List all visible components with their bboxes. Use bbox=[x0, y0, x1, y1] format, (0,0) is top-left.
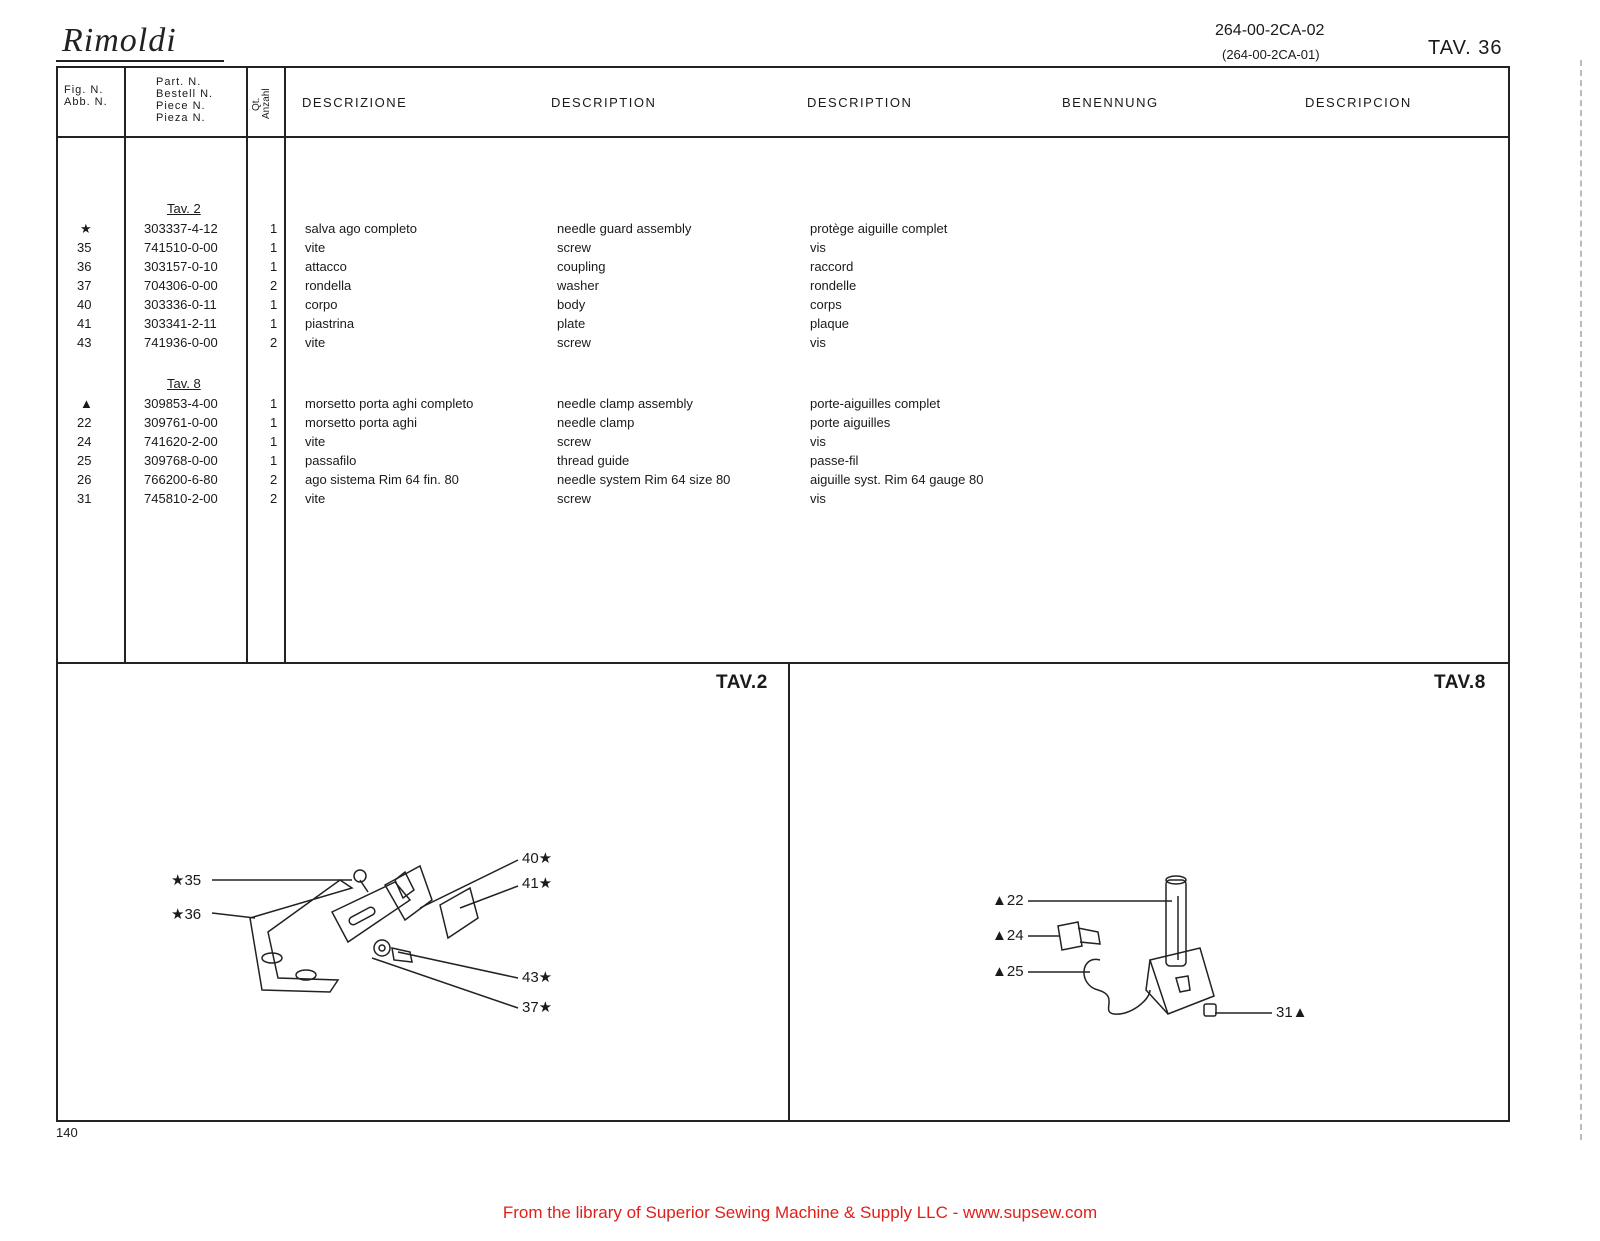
col-description-en-header: DESCRIPTION bbox=[551, 95, 657, 110]
part-number: 741510-0-00 bbox=[144, 240, 218, 255]
assembly-star-marker: ★ bbox=[80, 221, 92, 236]
description-en: screw bbox=[557, 491, 591, 506]
assembly-triangle-marker: ▲ bbox=[80, 396, 93, 411]
description-en: plate bbox=[557, 316, 586, 331]
brand-logo: Rimoldi bbox=[62, 22, 177, 59]
description-fr: corps bbox=[810, 297, 842, 312]
callout-31: 31▲ bbox=[1276, 1004, 1308, 1021]
description-fr: porte aiguilles bbox=[810, 415, 891, 430]
callout-22: ▲22 bbox=[992, 892, 1024, 909]
col-descripcion-header: DESCRIPCION bbox=[1305, 95, 1412, 110]
quantity: 1 bbox=[270, 415, 278, 430]
description-it: salva ago completo bbox=[305, 221, 418, 236]
col-qty-header: Qt. Anzahl bbox=[251, 88, 272, 120]
description-fr: passe-fil bbox=[810, 453, 859, 468]
part-number: 303337-4-12 bbox=[144, 221, 218, 236]
library-footer: From the library of Superior Sewing Machine & Supply LLC - www.supsew.com bbox=[502, 1203, 1098, 1222]
panel-title-tav2: TAV.2 bbox=[716, 672, 768, 693]
part-number: 303336-0-11 bbox=[144, 297, 217, 312]
callout-37: 37★ bbox=[522, 999, 553, 1016]
quantity: 1 bbox=[270, 221, 278, 236]
callout-40: 40★ bbox=[522, 850, 553, 867]
description-en: thread guide bbox=[557, 453, 630, 468]
description-fr: rondelle bbox=[810, 278, 857, 293]
description-en: body bbox=[557, 297, 586, 312]
description-it: passafilo bbox=[305, 453, 357, 468]
description-fr: porte-aiguilles complet bbox=[810, 396, 941, 411]
callout-35: ★35 bbox=[171, 872, 202, 889]
description-en: needle clamp assembly bbox=[557, 396, 693, 411]
quantity: 1 bbox=[270, 259, 278, 274]
fig-number: 25 bbox=[77, 453, 92, 468]
quantity: 1 bbox=[270, 434, 278, 449]
quantity: 1 bbox=[270, 453, 278, 468]
part-number: 303157-0-10 bbox=[144, 259, 218, 274]
description-it: vite bbox=[305, 491, 326, 506]
description-en: needle clamp bbox=[557, 415, 635, 430]
description-fr: vis bbox=[810, 491, 826, 506]
description-it: vite bbox=[305, 335, 326, 350]
part-number: 766200-6-80 bbox=[144, 472, 218, 487]
description-fr: aiguille syst. Rim 64 gauge 80 bbox=[810, 472, 984, 487]
description-it: vite bbox=[305, 240, 326, 255]
description-it: vite bbox=[305, 434, 326, 449]
quantity: 2 bbox=[270, 278, 278, 293]
fig-number: 24 bbox=[77, 434, 92, 449]
document-code: 264-00-2CA-02 bbox=[1215, 22, 1325, 39]
part-number: 309853-4-00 bbox=[144, 396, 218, 411]
description-fr: vis bbox=[810, 335, 826, 350]
callout-43: 43★ bbox=[522, 969, 553, 986]
fig-number: 36 bbox=[77, 259, 92, 274]
description-fr: protège aiguille complet bbox=[810, 221, 948, 236]
group-title-tav2: Tav. 2 bbox=[167, 201, 201, 216]
fig-number: 40 bbox=[77, 297, 92, 312]
description-it: rondella bbox=[305, 278, 352, 293]
callout-36: ★36 bbox=[171, 906, 202, 923]
description-it: morsetto porta aghi bbox=[305, 415, 418, 430]
description-it: morsetto porta aghi completo bbox=[305, 396, 474, 411]
page-number: 140 bbox=[56, 1125, 78, 1140]
quantity: 2 bbox=[270, 491, 278, 506]
part-number: 303341-2-11 bbox=[144, 316, 217, 331]
description-en: needle guard assembly bbox=[557, 221, 692, 236]
callout-24: ▲24 bbox=[992, 927, 1024, 944]
fig-number: 41 bbox=[77, 316, 92, 331]
quantity: 2 bbox=[270, 335, 278, 350]
description-fr: vis bbox=[810, 434, 826, 449]
part-number: 741620-2-00 bbox=[144, 434, 218, 449]
col-part-header: Part. N. Bestell N. Piece N. Pieza N. bbox=[156, 76, 214, 124]
description-it: ago sistema Rim 64 fin. 80 bbox=[305, 472, 459, 487]
description-en: coupling bbox=[557, 259, 606, 274]
col-descrizione-header: DESCRIZIONE bbox=[302, 95, 408, 110]
quantity: 1 bbox=[270, 297, 278, 312]
fig-number: 37 bbox=[77, 278, 92, 293]
description-en: screw bbox=[557, 335, 591, 350]
description-it: piastrina bbox=[305, 316, 355, 331]
col-fig-header: Fig. N. Abb. N. bbox=[64, 84, 108, 108]
col-description-fr-header: DESCRIPTION bbox=[807, 95, 913, 110]
fig-number: 22 bbox=[77, 415, 92, 430]
quantity: 1 bbox=[270, 240, 278, 255]
fig-number: 31 bbox=[77, 491, 92, 506]
fig-number: 43 bbox=[77, 335, 92, 350]
part-number: 309768-0-00 bbox=[144, 453, 218, 468]
part-number: 704306-0-00 bbox=[144, 278, 218, 293]
document-code-alt: (264-00-2CA-01) bbox=[1222, 47, 1320, 62]
quantity: 1 bbox=[270, 396, 278, 411]
quantity: 2 bbox=[270, 472, 278, 487]
description-fr: vis bbox=[810, 240, 826, 255]
part-number: 741936-0-00 bbox=[144, 335, 218, 350]
part-number: 745810-2-00 bbox=[144, 491, 218, 506]
description-it: attacco bbox=[305, 259, 347, 274]
description-fr: raccord bbox=[810, 259, 854, 274]
callout-41: 41★ bbox=[522, 875, 553, 892]
part-number: 309761-0-00 bbox=[144, 415, 218, 430]
description-en: needle system Rim 64 size 80 bbox=[557, 472, 731, 487]
description-en: screw bbox=[557, 240, 591, 255]
callout-25: ▲25 bbox=[992, 963, 1024, 980]
description-it: corpo bbox=[305, 297, 338, 312]
description-en: washer bbox=[557, 278, 599, 293]
col-benennung-header: BENENNUNG bbox=[1062, 95, 1159, 110]
description-en: screw bbox=[557, 434, 591, 449]
panel-title-tav8: TAV.8 bbox=[1434, 672, 1486, 693]
fig-number: 35 bbox=[77, 240, 92, 255]
group-title-tav8: Tav. 8 bbox=[167, 376, 201, 391]
fig-number: 26 bbox=[77, 472, 92, 487]
quantity: 1 bbox=[270, 316, 278, 331]
description-fr: plaque bbox=[810, 316, 850, 331]
table-number: TAV. 36 bbox=[1428, 37, 1503, 59]
